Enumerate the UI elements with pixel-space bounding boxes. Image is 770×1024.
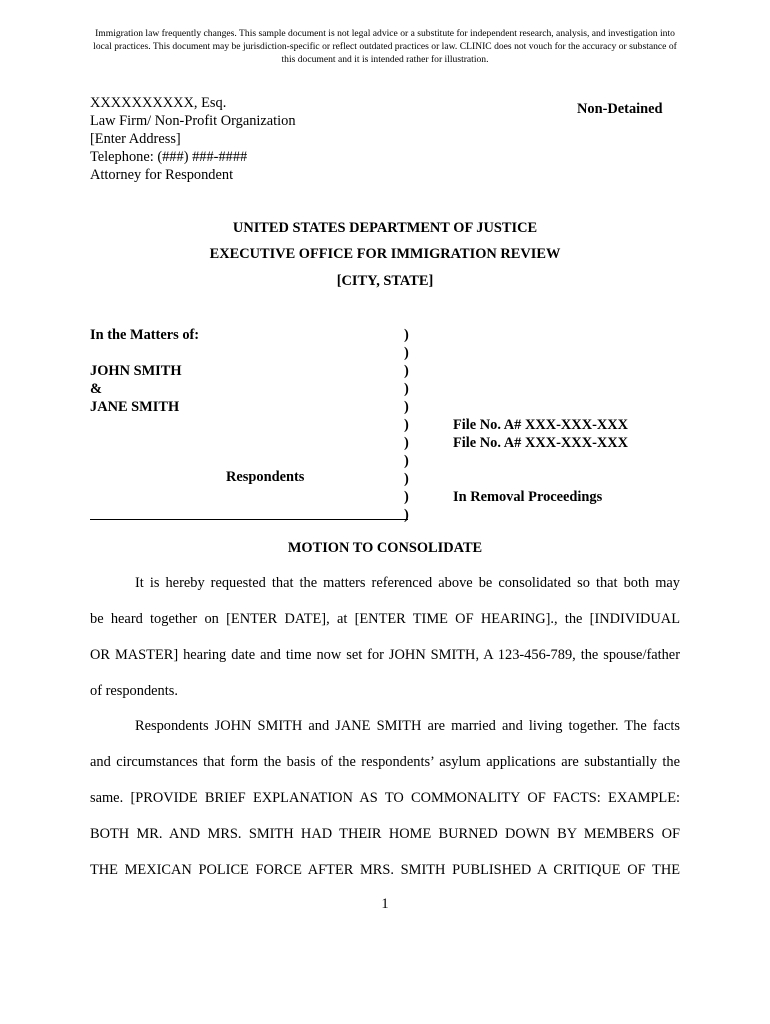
court-line-3: [CITY, STATE]: [336, 273, 434, 289]
attorney-block: [90, 94, 296, 184]
paren: ): [404, 417, 409, 433]
paren: ): [404, 435, 409, 451]
body-line: be heard together on [ENTER DATE], at [ENTER TIME OF HEARING]., the [INDIVIDUAL: [90, 611, 680, 627]
paren: ): [404, 507, 409, 523]
respondent-name-1: JOHN SMITH: [90, 363, 182, 379]
attorney-name: XXXXXXXXXX, Esq.: [90, 95, 227, 111]
paren: ): [404, 363, 409, 379]
body-line: and circumstances that form the basis of the respondents’ asylum applications are substantially the: [90, 754, 680, 770]
page-number: 1: [381, 896, 389, 912]
paren: ): [404, 453, 409, 469]
respondents-label: Respondents: [226, 469, 305, 485]
paren: ): [404, 381, 409, 397]
file-number-2: File No. A# XXX-XXX-XXX: [453, 435, 629, 451]
caption-parentheses: [404, 326, 409, 524]
respondent-name-2: JANE SMITH: [90, 399, 180, 415]
attorney-role: Attorney for Respondent: [90, 167, 234, 183]
body-line: same. [PROVIDE BRIEF EXPLANATION AS TO COMMONALITY OF FACTS: EXAMPLE:: [90, 790, 680, 806]
paren: ): [404, 327, 409, 343]
motion-title: MOTION TO CONSOLIDATE: [287, 540, 483, 556]
paren: ): [404, 489, 409, 505]
detention-status: Non-Detained: [577, 101, 663, 117]
court-line-2: EXECUTIVE OFFICE FOR IMMIGRATION REVIEW: [209, 246, 561, 262]
body-line: OR MASTER] hearing date and time now set for JOHN SMITH, A 123-456-789, the spouse/father: [90, 647, 680, 663]
case-caption-parties: [90, 326, 305, 485]
body-line: Respondents JOHN SMITH and JANE SMITH are married and living together. The facts: [135, 718, 680, 734]
court-line-1: UNITED STATES DEPARTMENT OF JUSTICE: [232, 220, 538, 236]
body-line: THE MEXICAN POLICE FORCE AFTER MRS. SMITH PUBLISHED A CRITIQUE OF THE: [90, 862, 680, 878]
ampersand: &: [90, 381, 102, 397]
attorney-firm: Law Firm/ Non-Profit Organization: [90, 113, 296, 129]
paren: ): [404, 345, 409, 361]
matters-label: In the Matters of:: [90, 327, 200, 343]
file-number-1: File No. A# XXX-XXX-XXX: [453, 417, 629, 433]
attorney-address: [Enter Address]: [90, 131, 181, 147]
attorney-telephone: Telephone: (###) ###-####: [90, 149, 248, 165]
paren: ): [404, 399, 409, 415]
body-line: BOTH MR. AND MRS. SMITH HAD THEIR HOME BURNED DOWN BY MEMBERS OF: [90, 826, 680, 842]
caption-underline: [90, 519, 408, 520]
body-line: It is hereby requested that the matters referenced above be consolidated so that both may: [135, 575, 680, 591]
disclaimer-notice: Immigration law frequently changes. This sample document is not legal advice or a substitute for independent research, analysis, and investigation into local practices. This document may be jurisdiction-specific or reflect outdated practices or law. CLINIC does not vouch for the accuracy or substance of this document and it is intended rather for illustration.: [93, 28, 677, 65]
body-line: of respondents.: [90, 683, 178, 699]
proceedings-type: In Removal Proceedings: [453, 489, 603, 505]
paren: ): [404, 471, 409, 487]
